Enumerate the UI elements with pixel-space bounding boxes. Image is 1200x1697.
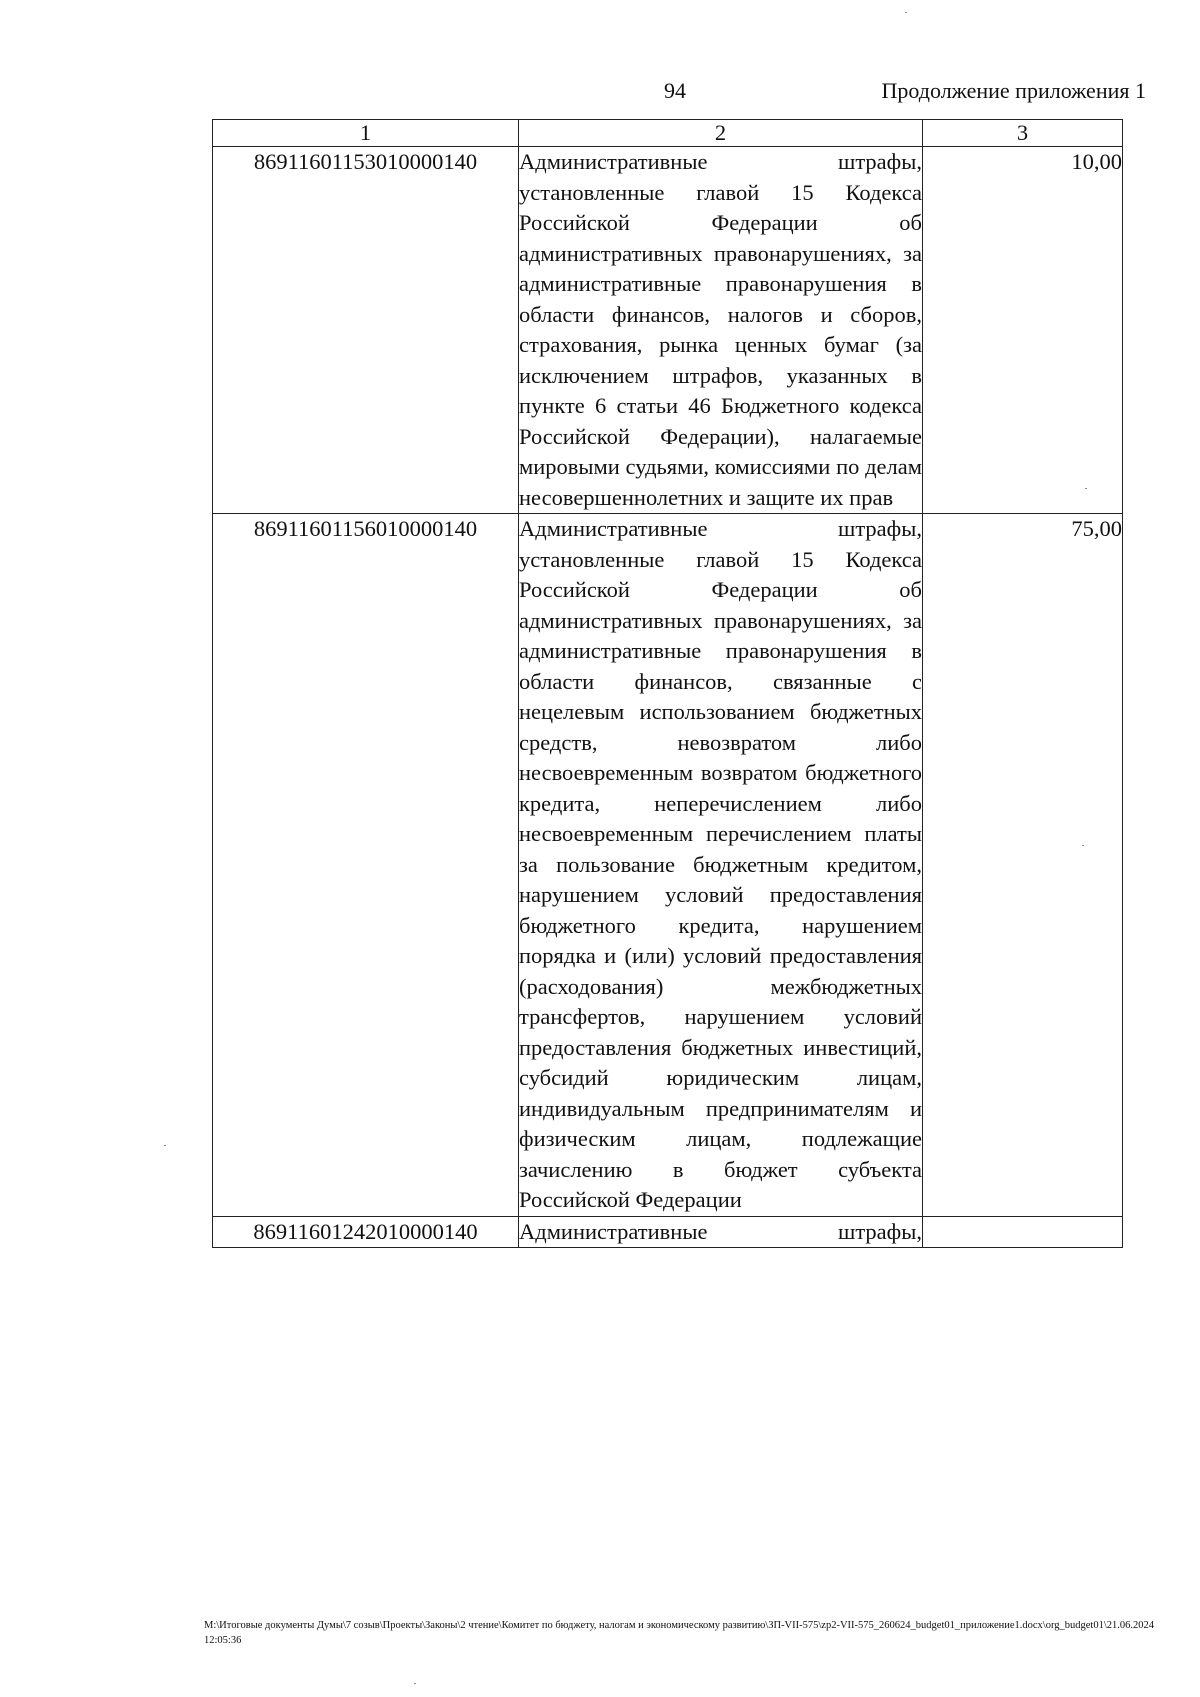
- income-description-cell: [519, 1216, 923, 1248]
- scan-speck: [1082, 845, 1084, 846]
- table-header-row: [213, 120, 1123, 147]
- column-header-2: 2: [519, 120, 923, 147]
- table-row: [213, 514, 1123, 1217]
- income-amount: 75,00: [923, 514, 1123, 1217]
- page-number: 94: [664, 78, 686, 103]
- column-header-3: 3: [923, 120, 1123, 147]
- scan-speck: [1085, 488, 1087, 489]
- income-code: 86911601153010000140: [213, 147, 519, 514]
- income-description: Административные штрафы, установленные главой 15 Кодекса Российской Федерации об административных правонарушениях, за административные правонарушения в области финансов, связанные с нецелевым использованием бюджетных средств, невозвратом либо несвоевременным возвратом бюджетного кредита, неперечислением либо несвоевременным перечислением платы за пользование бюджетным кредитом, нарушением условий предоставления бюджетного кредита, нарушением порядка и (или) условий предоставления (расходования) межбюджетных трансфертов, нарушением условий предоставления бюджетных инвестиций, субсидий юридическим лицам, индивидуальным предпринимателям и физическим лицам, подлежащие зачислению в бюджет субъекта Российской Федерации: [519, 514, 923, 1217]
- scan-speck: [414, 1683, 416, 1684]
- income-description: Административные штрафы, установленные главой 15 Кодекса Российской Федерации об административных правонарушениях, за административные правонарушения в области финансов, налогов и сборов, страхования, рынка ценных бумаг (за исключением штрафов, указанных в пункте 6 статьи 46 Бюджетного кодекса Российской Федерации), налагаемые мировыми судьями, комиссиями по делам несовершеннолетних и защите их прав: [519, 147, 923, 514]
- income-description: Административные штрафы,: [519, 1218, 922, 1244]
- file-path-footer: M:\Итоговые документы Думы\7 созыв\Проекты\Законы\2 чтение\Комитет по бюджету, налогам и экономическому развитию\ЗП-VII-575\zp2-VII-575_260624_budget01_приложение1.docx\org_budget01\21.06.2024 12:05:36: [204, 1620, 1155, 1646]
- income-code: 86911601156010000140: [213, 514, 519, 1217]
- table-row: [213, 1216, 1123, 1248]
- continuation-label: Продолжение приложения 1: [881, 78, 1146, 103]
- scan-speck: [905, 12, 907, 13]
- income-code: 86911601242010000140: [213, 1216, 519, 1248]
- income-amount: [923, 1216, 1123, 1248]
- budget-table: [212, 119, 1123, 1248]
- scan-speck: [164, 1145, 166, 1146]
- table-row: [213, 147, 1123, 514]
- income-amount: 10,00: [923, 147, 1123, 514]
- column-header-1: 1: [213, 120, 519, 147]
